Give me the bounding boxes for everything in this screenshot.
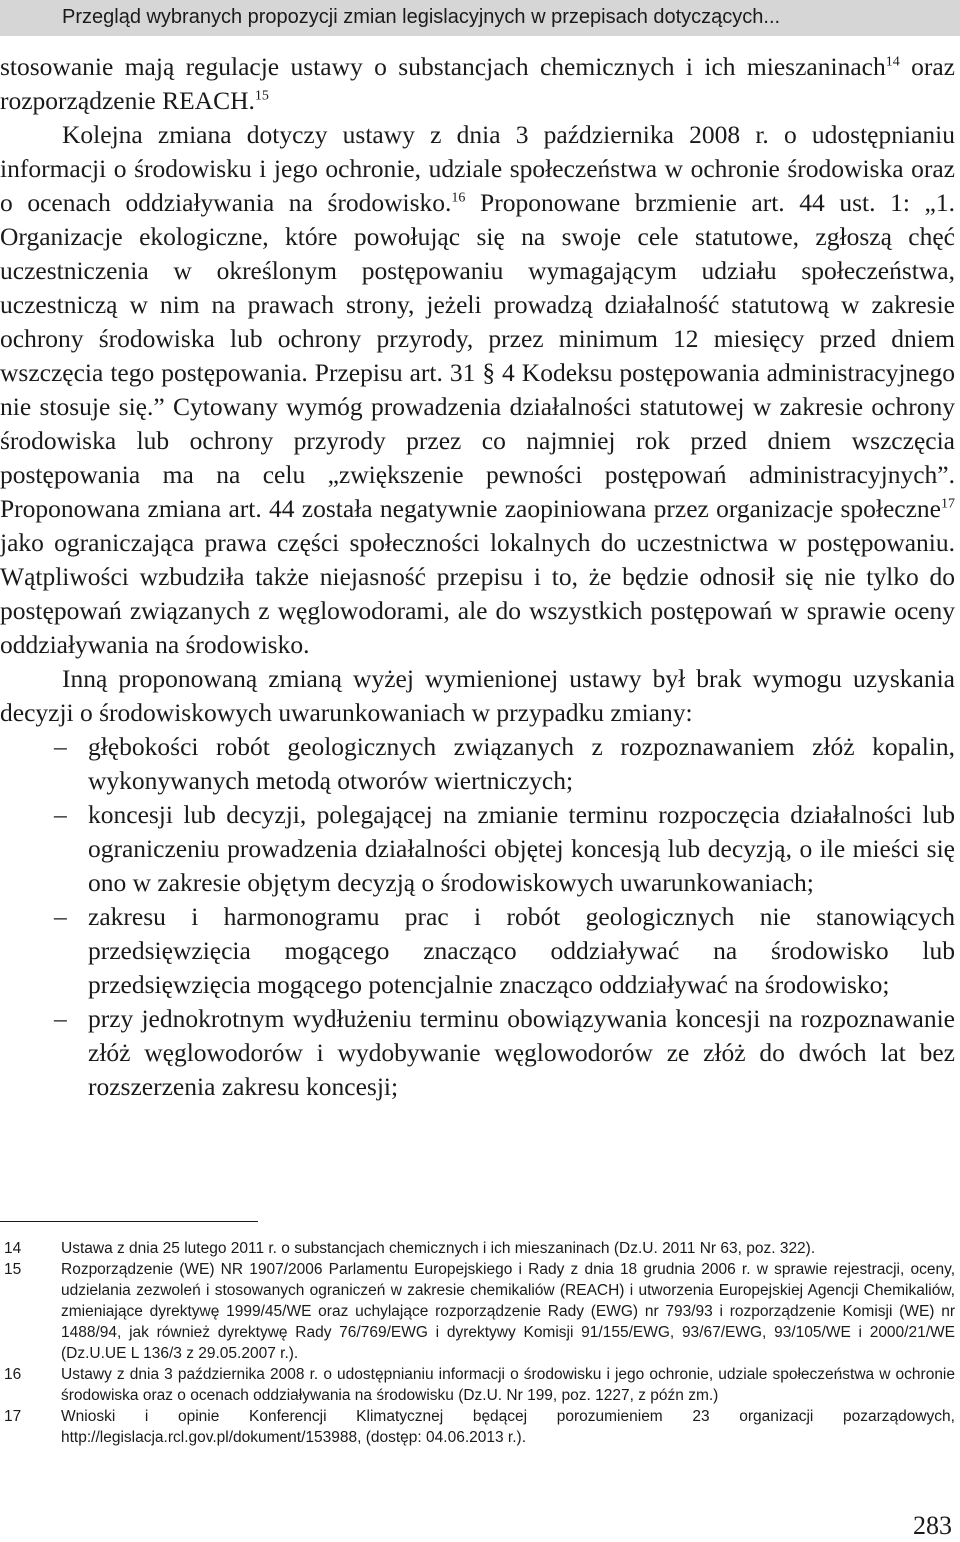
footnote-17 — [0, 1406, 955, 1448]
footnote-text: Wnioski i opinie Konferencji Klimatycznej będącej porozumieniem 23 organizacji pozarządowych, http://legislacja.rcl.gov.pl/dokument/153988, (dostęp: 04.06.2013 r.). — [61, 1408, 955, 1446]
footnote-ref-14[interactable]: 14 — [885, 54, 900, 70]
dash-bullet: – — [54, 732, 67, 761]
list-item-text: przy jednokrotnym wydłużeniu terminu obowiązywania koncesji na rozpoznawanie złóż węglowodorów i wydobywanie węglowodorów ze złóż do dwóch lat bez rozszerzenia zakresu koncesji; — [88, 1004, 955, 1101]
list-item — [0, 900, 955, 1002]
footnote-number: 16 — [4, 1366, 22, 1383]
paragraph-3: Inną proponowaną zmianą wyżej wymienionej ustawy był brak wymogu uzyskania decyzji o środowiskowych uwarunkowaniach w przypadku zmiany: — [0, 664, 955, 727]
paragraph-2-text-c: jako ograniczająca prawa części społeczności lokalnych do uczestnictwa w postępowaniu. Wątpliwości wzbudziła także niejasność przepisu i to, że będzie odnosił się nie tylko do postępowań związanych z węglowodorami, ale do wszystkich postępowań w sprawie oceny oddziaływania na środowisko. — [0, 528, 955, 659]
page-number: 283 — [913, 1511, 952, 1540]
list-item — [0, 798, 955, 900]
running-header — [0, 0, 960, 36]
dash-bullet: – — [54, 902, 67, 931]
dash-list — [0, 730, 955, 1104]
paragraph-1-text-b: oraz rozporządzenie REACH. — [0, 52, 955, 115]
dash-bullet: – — [54, 800, 67, 829]
running-title: Przegląd wybranych propozycji zmian legislacyjnych w przepisach dotyczących... — [62, 6, 781, 28]
list-item-text: głębokości robót geologicznych związanych z rozpoznawaniem złóż kopalin, wykonywanych metodą otworów wiertniczych; — [88, 732, 955, 795]
dash-bullet: – — [54, 1004, 67, 1033]
list-item — [0, 1002, 955, 1104]
footnote-text: Ustawa z dnia 25 lutego 2011 r. o substancjach chemicznych i ich mieszaninach (Dz.U. 2011 Nr 63, poz. 322). — [61, 1240, 816, 1257]
paragraph-1-text-a: stosowanie mają regulacje ustawy o substancjach chemicznych i ich mieszaninach — [0, 52, 886, 81]
main-text — [0, 50, 955, 1104]
list-item-text: koncesji lub decyzji, polegającej na zmianie terminu rozpoczęcia działalności lub ograniczeniu prowadzenia działalności objętej koncesją lub decyzją, o ile mieści się ono w zakresie objętym decyzją o środowiskowych uwarunkowaniach; — [88, 800, 955, 897]
footnote-ref-17[interactable]: 17 — [941, 496, 955, 512]
footnote-text: Ustawy z dnia 3 października 2008 r. o udostępnianiu informacji o środowisku i jego ochronie, udziale społeczeństwa w ochronie środowiska oraz o ocenach oddziaływania na środowisku (Dz.U. Nr 199, poz. 1227, z późn zm.) — [61, 1366, 955, 1404]
footnote-15 — [0, 1259, 955, 1364]
footnote-number: 15 — [4, 1261, 22, 1278]
footnote-ref-16[interactable]: 16 — [451, 190, 466, 206]
footnote-number: 17 — [4, 1408, 22, 1425]
paragraph-2 — [0, 118, 955, 662]
footnote-text: Rozporządzenie (WE) NR 1907/2006 Parlamentu Europejskiego i Rady z dnia 18 grudnia 2006 r. w sprawie rejestracji, oceny, udzielania zezwoleń i stosowanych ograniczeń w zakresie chemikaliów (REACH) i utworzenia Europejskiej Agencji Chemikaliów, zmieniające dyrektywę 1999/45/WE oraz uchylające rozporządzenie Rady (EWG) nr 793/93 i rozporządzenie Komisji (WE) nr 1488/94, jak również dyrektywę Rady 76/769/EWG i dyrektywy Komisji 91/155/EWG, 93/67/EWG, 93/105/WE i 2000/21/WE (Dz.U.UE L 136/3 z 29.05.2007 r.). — [61, 1261, 955, 1362]
footnote-ref-15[interactable]: 15 — [254, 88, 269, 104]
paragraph-2-text-a: Kolejna zmiana dotyczy ustawy z dnia 3 października 2008 r. o udostępnianiu informacji o środowisku i jego ochronie, udziale społeczeństwa w ochronie środowiska oraz o ocenach oddziaływania na środowisko. — [0, 120, 955, 217]
paragraph-2-text-b: Proponowane brzmienie art. 44 ust. 1: „1. Organizacje ekologiczne, które powołując się na swoje cele statutowe, zgłoszą chęć uczestniczenia w określonym postępowaniu wymagającym udziału społeczeństwa, uczestniczą w nim na prawach strony, jeżeli prowadzą działalność statutową w zakresie ochrony środowiska lub ochrony przyrody, przez minimum 12 miesięcy przed dniem wszczęcia tego postępowania. Przepisu art. 31 § 4 Kodeksu postępowania administracyjnego nie stosuje się.” Cytowany wymóg prowadzenia działalności statutowej w zakresie ochrony środowiska lub ochrony przyrody przez co najmniej rok przed dniem wszczęcia postępowania ma na celu „zwiększenie pewności postępowań administracyjnych”. Proponowana zmiana art. 44 została negatywnie zaopiniowana przez organizacje społeczne — [0, 188, 956, 523]
list-item-text: zakresu i harmonogramu prac i robót geologicznych nie stanowiących przedsięwzięcia mogącego znacząco oddziaływać na środowisko lub przedsięwzięcia mogącego potencjalnie znacząco oddziaływać na środowisko; — [88, 902, 955, 999]
paragraph-1 — [0, 50, 955, 118]
footnotes — [0, 1238, 955, 1448]
list-item — [0, 730, 955, 798]
footnote-14 — [0, 1238, 955, 1259]
footnote-separator — [0, 1221, 258, 1222]
footnote-16 — [0, 1364, 955, 1406]
footnote-number: 14 — [4, 1240, 22, 1257]
